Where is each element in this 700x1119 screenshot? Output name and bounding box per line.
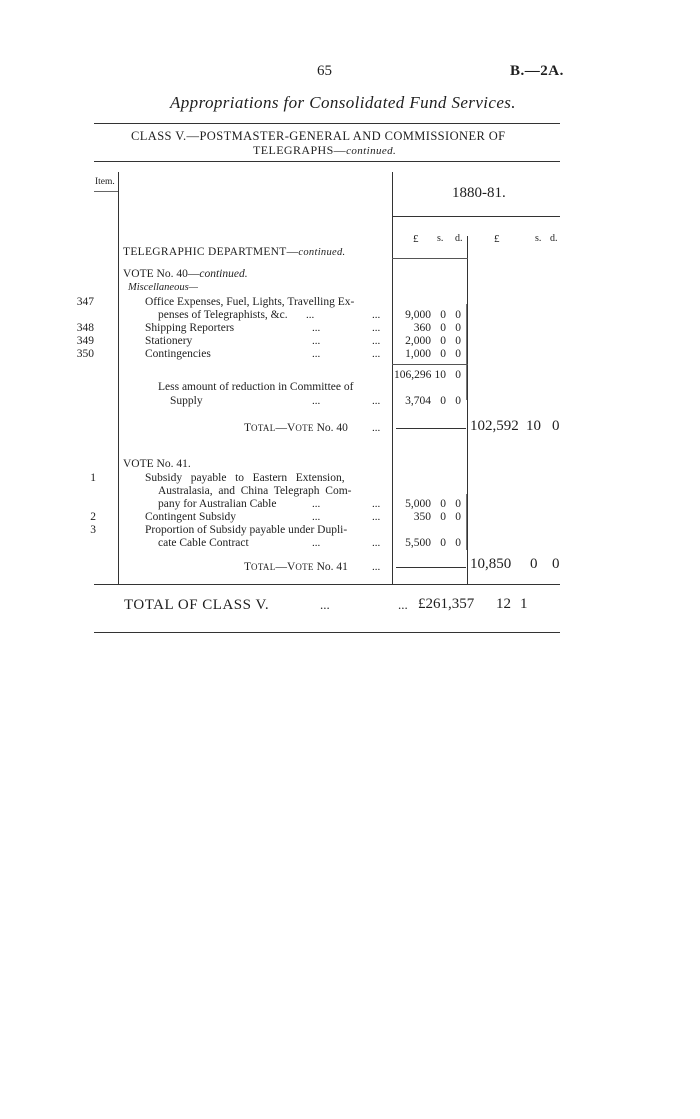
vote40-subheading: Miscellaneous— bbox=[128, 282, 198, 293]
class-heading-line2-main: TELEGRAPHS— bbox=[253, 143, 347, 157]
total-label-dash: — bbox=[275, 422, 288, 434]
item-description: Contingencies bbox=[145, 348, 211, 360]
rule-bottom bbox=[94, 632, 560, 633]
leader-dots: ... bbox=[306, 309, 315, 321]
leader-dots: ... bbox=[372, 511, 381, 523]
subtotal-pence: 0 bbox=[455, 369, 461, 381]
amount-pence: 0 bbox=[455, 537, 461, 549]
amount-shillings: 0 bbox=[440, 335, 446, 347]
total-label-v: V bbox=[287, 422, 296, 434]
page-number: 65 bbox=[317, 63, 332, 79]
amount-pounds: 1,000 bbox=[405, 348, 431, 360]
class-total-amount: £261,357 bbox=[418, 596, 475, 612]
item-description: Stationery bbox=[145, 335, 193, 347]
class-total-label: TOTAL OF CLASS V. bbox=[124, 597, 270, 613]
amount-shillings: 0 bbox=[440, 309, 446, 321]
amount-shillings: 0 bbox=[440, 498, 446, 510]
vote40-total-label bbox=[244, 422, 348, 434]
vote40-heading-italic: continued. bbox=[199, 268, 248, 280]
department-heading-italic: continued. bbox=[298, 247, 346, 258]
item-number: 3 bbox=[90, 524, 96, 536]
rule-col1-pence bbox=[466, 494, 467, 550]
item-number: 348 bbox=[76, 322, 94, 334]
vote40-total-pounds: 102,592 bbox=[470, 418, 519, 434]
leader-dots: ... bbox=[372, 422, 381, 434]
amount-pounds: 350 bbox=[413, 511, 431, 523]
total-label-dash: — bbox=[275, 561, 288, 573]
item-description-cont: pany for Australian Cable bbox=[158, 498, 277, 510]
class-total-pence: 1 bbox=[520, 596, 528, 612]
total-label-ote: OTE bbox=[295, 562, 314, 572]
class-heading-line2 bbox=[253, 143, 396, 158]
vote40-total-shillings: 10 bbox=[526, 418, 541, 434]
amount-pence: 0 bbox=[455, 309, 461, 321]
rule-item-column bbox=[118, 172, 119, 584]
amount-pounds: 5,000 bbox=[405, 498, 431, 510]
item-description: Office Expenses, Fuel, Lights, Travelling Ex- bbox=[145, 296, 355, 308]
amount-pence: 0 bbox=[455, 335, 461, 347]
rule-subtotal bbox=[392, 364, 468, 365]
leader-dots: ... bbox=[372, 498, 381, 510]
rule-col1-left bbox=[392, 172, 393, 584]
department-heading-main: TELEGRAPHIC DEPARTMENT— bbox=[123, 246, 299, 258]
total-label-t: T bbox=[244, 561, 252, 573]
reduction-shillings: 0 bbox=[440, 395, 446, 407]
total-label-otal: OTAL bbox=[251, 423, 276, 433]
col2-pounds-unit: £ bbox=[494, 233, 500, 245]
total-label-no: No. 41 bbox=[316, 561, 348, 573]
vote41-heading: VOTE No. 41. bbox=[123, 458, 191, 470]
amount-pounds: 2,000 bbox=[405, 335, 431, 347]
leader-dots: ... bbox=[312, 498, 321, 510]
reduction-description: Less amount of reduction in Committee of bbox=[158, 381, 354, 393]
amount-shillings: 0 bbox=[440, 537, 446, 549]
rule-table-bottom bbox=[94, 584, 560, 585]
document-reference: B.—2A. bbox=[510, 63, 564, 79]
leader-dots: ... bbox=[312, 395, 321, 407]
amount-pounds: 9,000 bbox=[405, 309, 431, 321]
vote41-total-shillings: 0 bbox=[530, 556, 538, 572]
rule-year-header bbox=[392, 216, 560, 217]
leader-dots: ... bbox=[398, 597, 408, 612]
rule-col2-left bbox=[467, 236, 468, 584]
leader-dots: ... bbox=[372, 322, 381, 334]
rule-vote41-dash bbox=[396, 567, 466, 568]
item-column-header: Item. bbox=[95, 177, 115, 187]
amount-pence: 0 bbox=[455, 322, 461, 334]
leader-dots: ... bbox=[312, 322, 321, 334]
item-description: Subsidy payable to Eastern Extension, bbox=[145, 472, 345, 484]
subtotal-shillings: 10 bbox=[434, 369, 446, 381]
item-number: 2 bbox=[90, 511, 96, 523]
leader-dots: ... bbox=[372, 537, 381, 549]
rule-top bbox=[94, 123, 560, 124]
item-description: Shipping Reporters bbox=[145, 322, 235, 334]
leader-dots: ... bbox=[312, 537, 321, 549]
item-description: Contingent Subsidy bbox=[145, 511, 237, 523]
amount-pence: 0 bbox=[455, 498, 461, 510]
item-description-cont: Australasia, and China Telegraph Com- bbox=[158, 485, 352, 497]
col1-pence-unit: d. bbox=[455, 233, 463, 244]
running-title: Appropriations for Consolidated Fund Services. bbox=[170, 93, 516, 112]
vote41-total-label bbox=[244, 561, 348, 573]
item-description-cont: cate Cable Contract bbox=[158, 537, 249, 549]
leader-dots: ... bbox=[312, 511, 321, 523]
year-header: 1880-81. bbox=[452, 185, 506, 201]
reduction-pence: 0 bbox=[455, 395, 461, 407]
vote40-heading bbox=[123, 268, 248, 280]
department-heading bbox=[123, 246, 345, 258]
amount-pounds: 5,500 bbox=[405, 537, 431, 549]
leader-dots: ... bbox=[312, 335, 321, 347]
item-description: Proportion of Subsidy payable under Dupli- bbox=[145, 524, 348, 536]
rule-item-header bbox=[94, 191, 118, 192]
leader-dots: ... bbox=[372, 348, 381, 360]
amount-pounds: 360 bbox=[413, 322, 431, 334]
col1-shillings-unit: s. bbox=[437, 233, 444, 244]
total-label-otal: OTAL bbox=[251, 562, 276, 572]
class-heading-line2-italic: continued. bbox=[346, 145, 397, 157]
leader-dots: ... bbox=[372, 561, 381, 573]
reduction-description-cont: Supply bbox=[170, 395, 203, 407]
leader-dots: ... bbox=[320, 597, 330, 612]
amount-shillings: 0 bbox=[440, 322, 446, 334]
leader-dots: ... bbox=[372, 309, 381, 321]
item-number: 1 bbox=[90, 472, 96, 484]
item-number: 349 bbox=[76, 335, 94, 347]
total-label-t: T bbox=[244, 422, 252, 434]
subtotal-pounds: 106,296 bbox=[394, 369, 432, 381]
total-label-ote: OTE bbox=[295, 423, 314, 433]
vote41-total-pounds: 10,850 bbox=[470, 556, 512, 572]
leader-dots: ... bbox=[372, 335, 381, 347]
rule-vote40-dash bbox=[396, 428, 466, 429]
leader-dots: ... bbox=[372, 395, 381, 407]
total-label-v: V bbox=[287, 561, 296, 573]
class-heading-line1: CLASS V.—POSTMASTER-GENERAL AND COMMISSIONER OF bbox=[131, 129, 506, 143]
rule-class-bottom bbox=[94, 161, 560, 162]
col1-pounds-unit: £ bbox=[413, 233, 419, 245]
amount-pence: 0 bbox=[455, 348, 461, 360]
item-number: 350 bbox=[76, 348, 94, 360]
rule-department bbox=[392, 258, 468, 259]
vote40-total-pence: 0 bbox=[552, 418, 560, 434]
total-label-no: No. 40 bbox=[316, 422, 348, 434]
amount-pence: 0 bbox=[455, 511, 461, 523]
rule-col1-pence bbox=[466, 304, 467, 400]
class-total-shillings: 12 bbox=[496, 596, 511, 612]
leader-dots: ... bbox=[312, 348, 321, 360]
col2-pence-unit: d. bbox=[550, 233, 558, 244]
col2-shillings-unit: s. bbox=[535, 233, 542, 244]
amount-shillings: 0 bbox=[440, 511, 446, 523]
item-number: 347 bbox=[76, 296, 94, 308]
vote41-total-pence: 0 bbox=[552, 556, 560, 572]
item-description-cont: penses of Telegraphists, &c. bbox=[158, 309, 288, 321]
amount-shillings: 0 bbox=[440, 348, 446, 360]
vote40-heading-main: VOTE No. 40— bbox=[123, 268, 200, 280]
reduction-pounds: 3,704 bbox=[405, 395, 431, 407]
